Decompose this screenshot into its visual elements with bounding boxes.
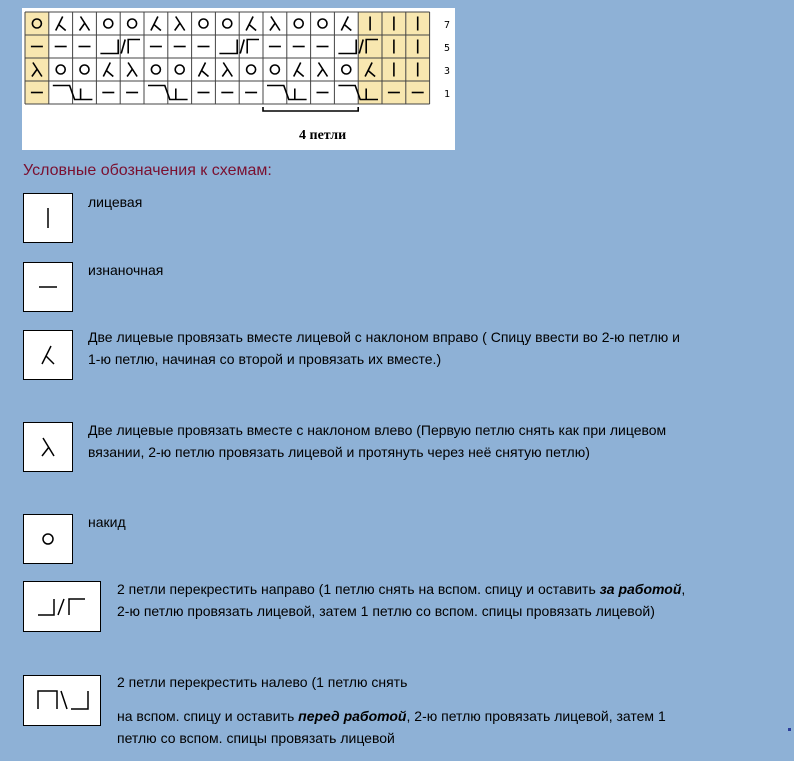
chart-cell [96, 12, 120, 35]
row-number-5: 5 [443, 43, 451, 54]
chart-cell [192, 12, 216, 35]
legend-cross-right-text: 2 петли перекрестить направо (1 петлю снять на вспом. спицу и оставить за работой, 2-ю петлю провязать лицевой, затем 1 петлю со вспом. спицы провязать лицевой) [117, 581, 686, 619]
chart-cell [287, 12, 311, 35]
cross-right-symbol-icon [23, 581, 101, 632]
chart-cell [287, 81, 311, 104]
chart-cell [215, 35, 239, 58]
chart-cell [192, 58, 216, 81]
purl-symbol-icon [23, 262, 73, 312]
chart-cell [144, 58, 168, 81]
chart-cell [120, 12, 144, 35]
chart-cell [144, 12, 168, 35]
emphasis-front-work: перед работой [298, 708, 407, 724]
repeat-bracket [263, 107, 358, 111]
chart-cell [73, 58, 97, 81]
chart-cell [96, 58, 120, 81]
legend-ssk-text: Две лицевые провязать вместе с наклоном влево (Первую петлю снять как при лицевом вязании, 2-ю петлю провязать лицевой и протянуть через неё снятую петлю) [88, 422, 667, 460]
legend-k2tog-text: Две лицевые провязать вместе лицевой с наклоном вправо ( Спицу ввести во 2-ю петлю и 1-ю петлю, начиная со второй и провязать их вместе.) [88, 329, 680, 367]
chart-cell [49, 12, 73, 35]
yarn-over-symbol-icon [23, 514, 73, 564]
k2tog-symbol-icon [23, 330, 73, 380]
chart-cell [263, 58, 287, 81]
chart-cell [263, 81, 287, 104]
chart-cell [239, 58, 263, 81]
chart-cell [96, 35, 120, 58]
chart-cell [287, 58, 311, 81]
row-number-1: 1 [443, 89, 451, 100]
chart-cell [334, 35, 358, 58]
chart-cell [144, 81, 168, 104]
legend-purl-text: изнаночная [88, 262, 164, 278]
legend-cross-left-text: на вспом. спицу и оставить перед работой, 2-ю петлю провязать лицевой, затем 1 петлю со вспом. спицы провязать лицевой [117, 708, 666, 746]
knitting-chart [22, 8, 455, 150]
chart-cell [334, 12, 358, 35]
chart-cell [358, 81, 382, 104]
cross-left-symbol-icon [23, 675, 101, 726]
legend-title: Условные обозначения к схемам: [23, 162, 272, 179]
decorative-dot [788, 728, 791, 731]
row-number-7: 7 [443, 20, 451, 31]
chart-cell [49, 81, 73, 104]
legend-cross-left-text-line1: 2 петли перекрестить налево (1 петлю снять [117, 674, 408, 690]
chart-grid [22, 8, 455, 150]
chart-cell [215, 12, 239, 35]
chart-cell [73, 81, 97, 104]
legend-knit-text: лицевая [88, 194, 143, 210]
row-number-3: 3 [443, 66, 451, 77]
chart-cell [49, 58, 73, 81]
repeat-caption: 4 петли [299, 128, 347, 143]
chart-cell [239, 12, 263, 35]
emphasis-behind-work: за работой [599, 581, 682, 597]
chart-cell [334, 81, 358, 104]
chart-cell [168, 81, 192, 104]
chart-cell [311, 12, 335, 35]
chart-cell [358, 58, 382, 81]
chart-cell [168, 58, 192, 81]
knit-symbol-icon [23, 193, 73, 243]
ssk-symbol-icon [23, 422, 73, 472]
chart-cell [334, 58, 358, 81]
legend-yo-text: накид [88, 514, 126, 530]
chart-cell [25, 12, 49, 35]
